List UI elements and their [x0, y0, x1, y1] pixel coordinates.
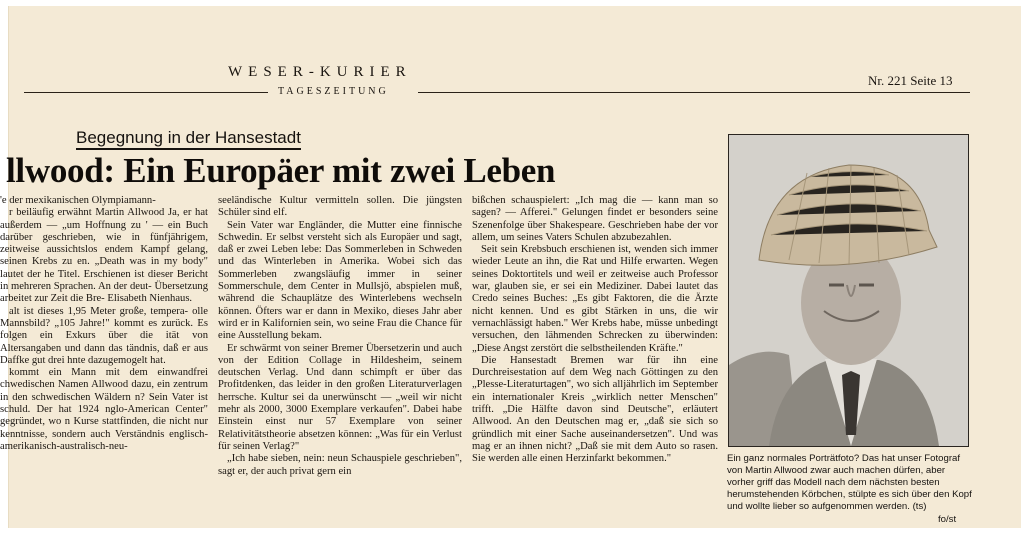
paragraph: bißchen schauspielert: „Ich mag die — kann man so sagen? — Afferei." Gelungen findet er besonders seine Szenenfolge über Shakespeare. Geschrieben habe der vor allem, um seines Vaters Schulen abzubezahlen.: [472, 195, 718, 243]
caption-text: Ein ganz normales Porträtfoto? Das hat unser Fotograf von Martin Allwood zwar auch machen dürfen, aber vorher griff das Modell nach dem nächsten besten herumstehenden Körbchen, stülpte es sich über den Kopf und wollte lieber so aufgenommen werden. (ts): [727, 453, 972, 513]
paragraph: Seit sein Krebsbuch erschienen ist, wenden sich immer wieder Leute an ihn, die Rat und Hilfe erwarten. Wegen seines Doktortitels und weil er zeitweise auch Professor war, glauben sie, er sei ein Mediziner. Dabei lautet das Credo seines Buches: „Es gibt Faktoren, die die Ärzte nicht kennen. Und es gibt Stärken in uns, die wir vernachlässigt haben." Wer Krebs habe, müsse unbedingt versuchen, den lähmenden Schrecken zu überwinden: „Diese Angst zerstört die selbstheilenden Kräfte.": [472, 244, 718, 354]
paragraph: 'e der mexikanischen Olympiamann-: [0, 195, 156, 206]
portrait-illustration: [729, 135, 968, 446]
paragraph: r beiläufig erwähnt Martin Allwood Ja, er hat außerdem — „um Hoffnung zu ' — ein Buch darüber geschrieben, wie in fünfjährigem, zeitweise aussichtslos endem Kampf gelang, seinen Krebs zu en. „Death was in my body" lautet der he Titel. Erschienen ist dieser Bericht in mehreren Sprachen. An der deut- Übersetzung arbeitet zur Zeit die Bre- Elisabeth Nienhaus.: [0, 207, 208, 305]
portrait-photo: [728, 134, 969, 447]
article-headline: llwood: Ein Europäer mit zwei Leben: [6, 151, 556, 190]
paragraph: alt ist dieses 1,95 Meter große, tempera- olle Mannsbild? „105 Jahre!" kommt es zurück. Es folgen ein Exkurs über die ität von Altersangaben und dann das tändnis, daß er aus Daffke gut drei hnte dazugemogelt hat.: [0, 305, 208, 366]
paragraph: kommt ein Mann mit dem einwandfrei chwedischen Namen Allwood dazu, ein zentrum in den schwedischen Wäldern n? Sein Vater ist schuld. Der hat 1924 nglo-American Center" gegründet, wo n Kurse stattfinden, die nicht nur kenntnisse, sondern auch Verständnis englisch-amerikanisch-australisch-neu-: [0, 367, 208, 452]
paragraph: seeländische Kultur vermitteln sollen. Die jüngsten Schüler sind elf.: [218, 195, 462, 219]
masthead-rule-left: [24, 92, 268, 93]
paragraph: „Ich habe sieben, nein: neun Schauspiele geschrieben", sagt er, der auch privat gern ein: [218, 453, 462, 477]
photo-credit: fo/st: [938, 514, 957, 525]
masthead: WESER-KURIER: [228, 64, 412, 80]
article-column-3: [472, 195, 718, 530]
paragraph: Die Hansestadt Bremen war für ihn eine Durchreisestation auf dem Weg nach Göttingen zu den „Plesse-Literaturtagen", wo sich alljährlich im September ein internationaler Kreis „wirklich netter Menschen" trifft. „Die Hälfte davon sind Deutsche", erläutert Allwood. An den Deutschen mag er, „daß sie sich so gründlich mit einer Sache auseinandersetzen". Und was mag er an ihnen nicht? „Daß sie mit dem Auto so rasen. Sie werden alle einen Herzinfarkt bekommen.": [472, 354, 718, 465]
masthead-subtitle: TAGESZEITUNG: [278, 86, 389, 97]
paragraph: Er schwärmt von seiner Bremer Übersetzerin und auch von der Edition Collage in Hildesheim, seinem deutschen Verlag. Und dann schimpft er über das Profitdenken, das leider in den großen Literaturverlagen herrsche. Kultur sei da unerwünscht — „weil wir nicht mehr als 2000, 3000 Exemplare verkaufen". Dabei habe Einstein einst nur 57 Exemplare von seiner Relativitätstheorie absetzen können: „Was für ein Verlust für seinen Verlag?": [218, 342, 462, 452]
paragraph: Sein Vater war Engländer, die Mutter eine finnische Schwedin. Er selbst versteht sich als Europäer und sagt, daß er zwei Leben lebe: Das Sommerleben in Schweden und das Winterleben in Amerika. Wobei sich das Sommerleben zwangsläufig immer in seiner Sommerschule, dem Center in Mullsjö, abspielen muß, während die Schauplätze des Winterlebens wechseln können. Öfters war er dann in Mexiko, dieses Jahr aber wird er in Kalifornien sein, wo seine Frau die Chance für eine Ausstellung bekam.: [218, 219, 462, 342]
article-kicker: Begegnung in der Hansestadt: [76, 128, 301, 150]
article-column-1: [0, 195, 208, 530]
page-reference: Nr. 221 Seite 13: [868, 73, 953, 88]
masthead-rule-right: [418, 92, 970, 93]
photo-caption: [727, 453, 973, 513]
article-column-2: [218, 195, 462, 530]
